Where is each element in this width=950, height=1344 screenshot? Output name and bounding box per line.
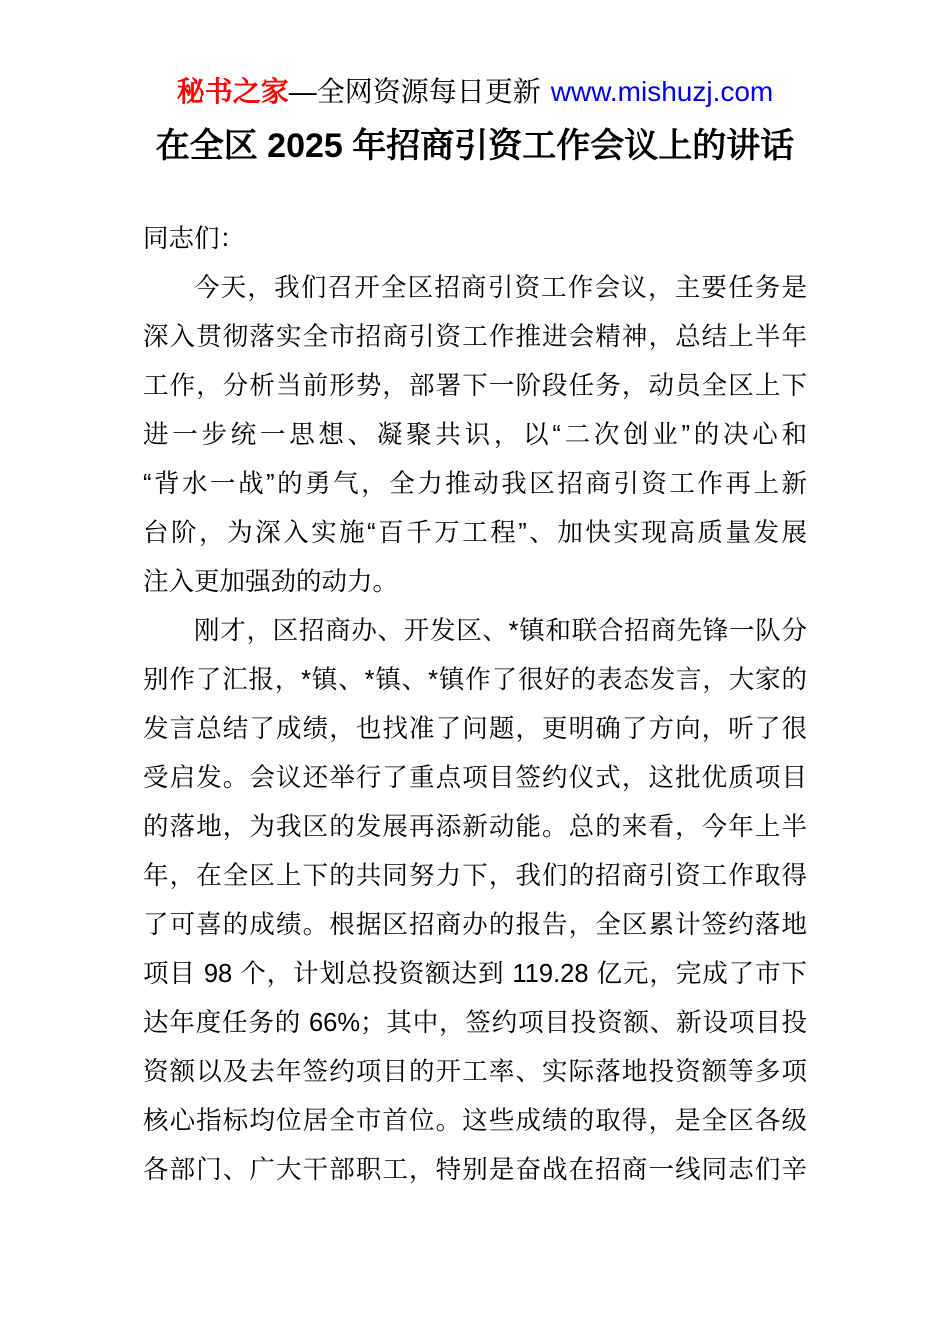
text-line: “背水一战”的勇气，全力推动我区招商引资工作再上新 [143,470,807,498]
text-line: 核心指标均位居全市首位。这些成绩的取得，是全区各级 [143,1107,807,1135]
site-header [0,0,950,109]
text-line: 资额以及去年签约项目的开工率、实际落地投资额等多项 [143,1058,807,1086]
text-line: 年，在全区上下的共同努力下，我们的招商引资工作取得 [143,862,807,890]
brand-name: 秘书之家 [176,76,289,107]
text-line: 发言总结了成绩，也找准了问题，更明确了方向，听了很 [143,715,807,743]
document-body [143,215,807,1195]
text-line: 深入贯彻落实全市招商引资工作推进会精神，总结上半年 [143,323,807,351]
text-line: 今天，我们召开全区招商引资工作会议，主要任务是 [194,274,807,302]
text-line: 受启发。会议还举行了重点项目签约仪式，这批优质项目 [143,764,807,792]
text-line: 注入更加强劲的动力。 [143,568,399,596]
text-line: 项目 98 个，计划总投资额达到 119.28 亿元，完成了市下 [143,960,807,988]
text-line: 刚才，区招商办、开发区、*镇和联合招商先锋一队分 [194,617,807,645]
document-title: 在全区 2025 年招商引资工作会议上的讲话 [155,127,795,165]
text-line: 了可喜的成绩。根据区招商办的报告，全区累计签约落地 [143,911,807,939]
text-line: 台阶，为深入实施“百千万工程”、加快实现高质量发展 [143,519,807,547]
text-line: 的落地，为我区的发展再添新动能。总的来看，今年上半 [143,813,807,841]
text-line: 工作，分析当前形势，部署下一阶段任务，动员全区上下 [143,372,807,400]
text-line: 进一步统一思想、凝聚共识，以“二次创业”的决心和 [143,421,807,449]
text-line: 别作了汇报，*镇、*镇、*镇作了很好的表态发言，大家的 [143,666,807,694]
header-tagline: —全网资源每日更新 [288,76,541,107]
site-url-link[interactable]: www.mishuzj.com [550,76,774,107]
text-line: 达年度任务的 66%；其中，签约项目投资额、新设项目投 [143,1009,807,1037]
text-line: 同志们： [143,225,246,253]
text-line: 各部门、广大干部职工，特别是奋战在招商一线同志们辛 [143,1156,807,1184]
